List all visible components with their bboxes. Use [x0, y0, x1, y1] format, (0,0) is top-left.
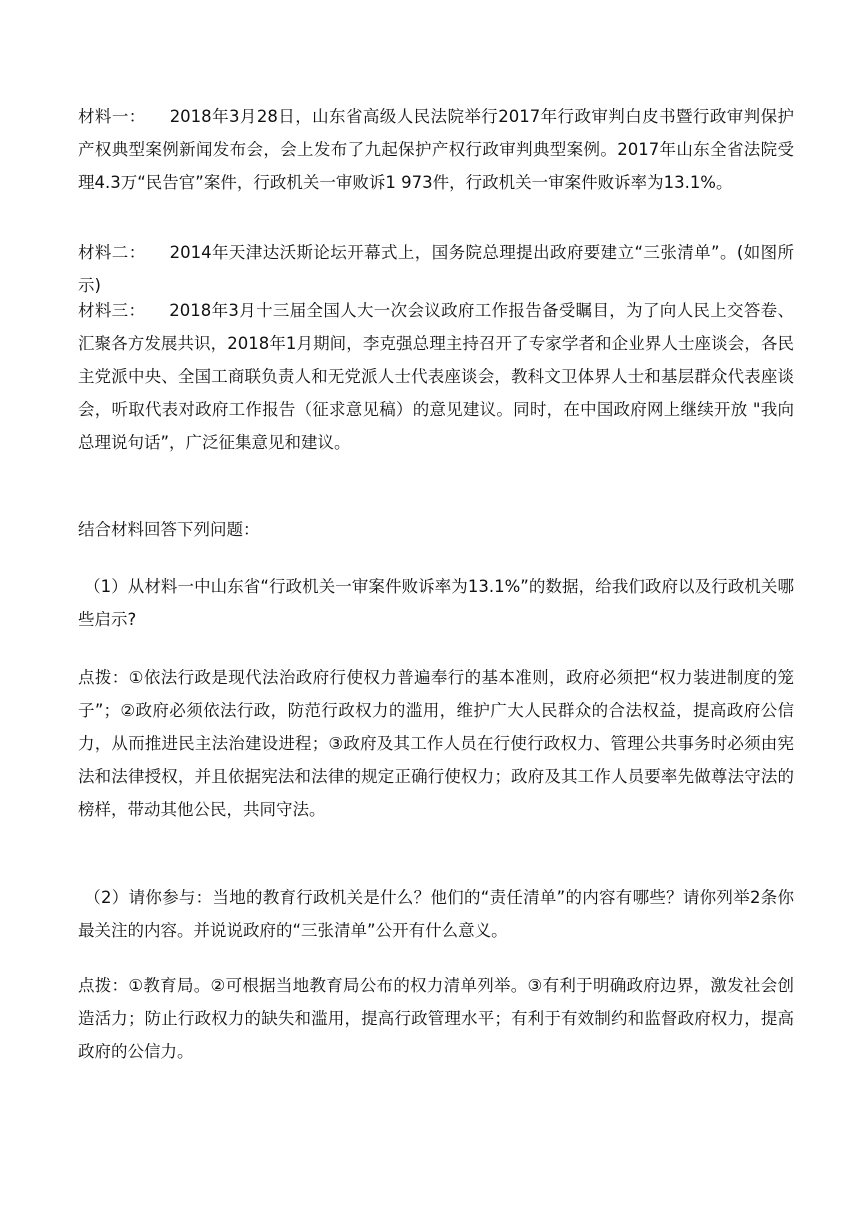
material-1-paragraph	[78, 100, 794, 199]
question-1	[78, 570, 794, 636]
instruction-text: 结合材料回答下列问题：	[78, 520, 260, 539]
material-2-label: 材料二：	[78, 243, 146, 262]
answer-1: 点拨：①依法行政是现代法治政府行使权力普遍奉行的基本准则，政府必须把“权力装进制度的笼子”；②政府必须依法行政，防范行政权力的滥用，维护广大人民群众的合法权益，提高政府公信力，从而推进民主法治建设进程；③政府及其工作人员在行使行政权力、管理公共事务时必须由宪法和法律授权，并且依据宪法和法律的规定正确行使权力；政府及其工作人员要率先做尊法守法的榜样，带动其他公民，共同守法。	[78, 668, 794, 819]
material-1-label: 材料一：	[78, 107, 146, 126]
question-2-text: （2）请你参与：当地的教育行政机关是什么？他们的“责任清单”的内容有哪些？请你列举2条你最关注的内容。并说说政府的“三张清单”公开有什么意义。	[78, 888, 794, 940]
material-3-paragraph	[78, 294, 794, 459]
answer-2: 点拨：①教育局。②可根据当地教育局公布的权力清单列举。③有利于明确政府边界，激发社会创造活力；防止行政权力的缺失和滥用，提高行政管理水平；有利于有效制约和监督政府权力，提高政府的公信力。	[78, 976, 794, 1061]
material-2-text: 2014年天津达沃斯论坛开幕式上，国务院总理提出政府要建立“三张清单”。(如图所示)	[78, 243, 795, 295]
material-2-paragraph	[78, 236, 794, 302]
question-1-text: （1）从材料一中山东省“行政机关一审案件败诉率为13.1%”的数据，给我们政府以及行政机关哪些启示?	[78, 577, 794, 629]
material-3-text: 2018年3月十三届全国人大一次会议政府工作报告备受瞩目，为了向人民上交答卷、汇聚各方发展共识，2018年1月期间，李克强总理主持召开了专家学者和企业界人士座谈会，各民主党派中央、全国工商联负责人和无党派人士代表座谈会，教科文卫体界人士和基层群众代表座谈会，听取代表对政府工作报告（征求意见稿）的意见建议。同时，在中国政府网上继续开放 "我向总理说句话”，广泛征集意见和建议。	[78, 301, 795, 452]
material-1-text: 2018年3月28日，山东省高级人民法院举行2017年行政审判白皮书暨行政审判保护产权典型案例新闻发布会，会上发布了九起保护产权行政审判典型案例。2017年山东全省法院受理4.3万“民告官”案件，行政机关一审败诉1 973件，行政机关一审案件败诉率为13.1%。	[78, 107, 795, 192]
question-2	[78, 881, 794, 947]
material-3-label: 材料三：	[78, 301, 146, 320]
